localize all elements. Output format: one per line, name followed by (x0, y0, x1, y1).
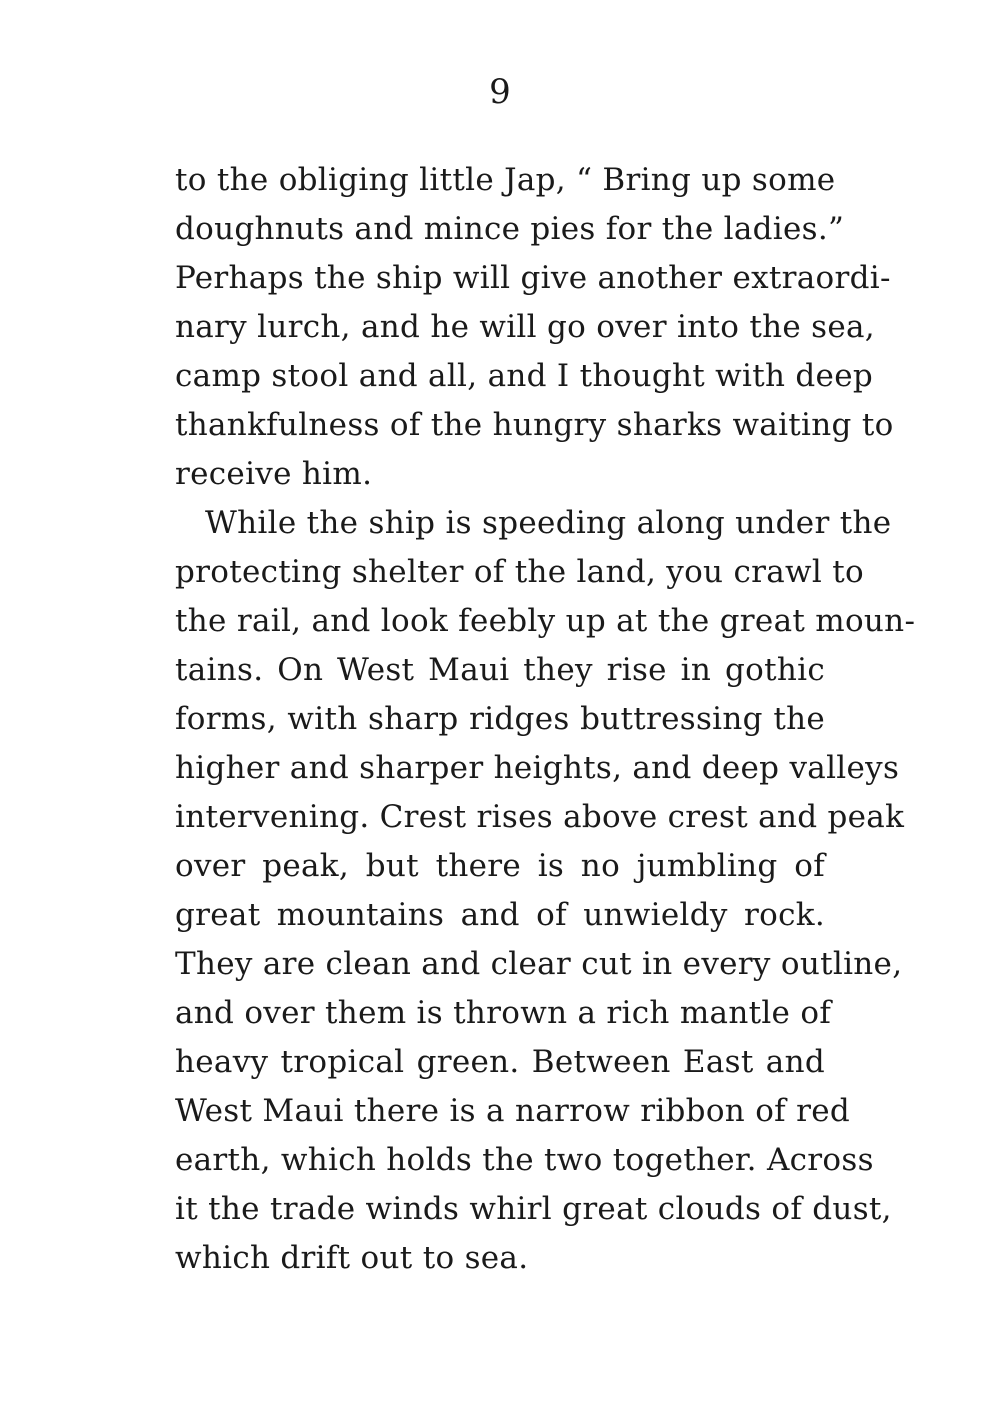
text-line: earth, which holds the two together. Across (175, 1142, 874, 1178)
text-line: higher and sharper heights, and deep valleys (175, 750, 900, 786)
text-line: protecting shelter of the land, you crawl to (175, 554, 864, 590)
text-line: it the trade winds whirl great clouds of dust, (175, 1191, 892, 1227)
text-line: doughnuts and mince pies for the ladies.” (175, 211, 845, 247)
text-line: West Maui there is a narrow ribbon of red (175, 1093, 851, 1129)
text-line: which drift out to sea. (175, 1240, 529, 1276)
body-text (175, 156, 916, 1283)
text-line: forms, with sharp ridges buttressing the (175, 701, 825, 737)
text-line: over peak, but there is no jumbling of (175, 848, 825, 884)
text-line: While the ship is speeding along under the (205, 505, 892, 541)
text-line: tains. On West Maui they rise in gothic (175, 652, 825, 688)
text-line: camp stool and all, and I thought with deep (175, 358, 873, 394)
text-line: and over them is thrown a rich mantle of (175, 995, 832, 1031)
text-line: receive him. (175, 456, 373, 492)
text-line: intervening. Crest rises above crest and peak (175, 799, 905, 835)
page-number: 9 (489, 72, 511, 112)
text-line: nary lurch, and he will go over into the sea, (175, 309, 875, 345)
paragraph-1 (175, 156, 894, 499)
text-line: to the obliging little Jap, “ Bring up some (175, 162, 836, 198)
text-line: thankfulness of the hungry sharks waiting to (175, 407, 894, 443)
text-line: heavy tropical green. Between East and (175, 1044, 825, 1080)
text-line: the rail, and look feebly up at the great moun- (175, 603, 916, 639)
text-line: great mountains and of unwieldy rock. (175, 897, 825, 933)
paragraph-2 (175, 499, 916, 1283)
text-line: Perhaps the ship will give another extraordi- (175, 260, 891, 296)
text-line: They are clean and clear cut in every outline, (175, 946, 903, 982)
